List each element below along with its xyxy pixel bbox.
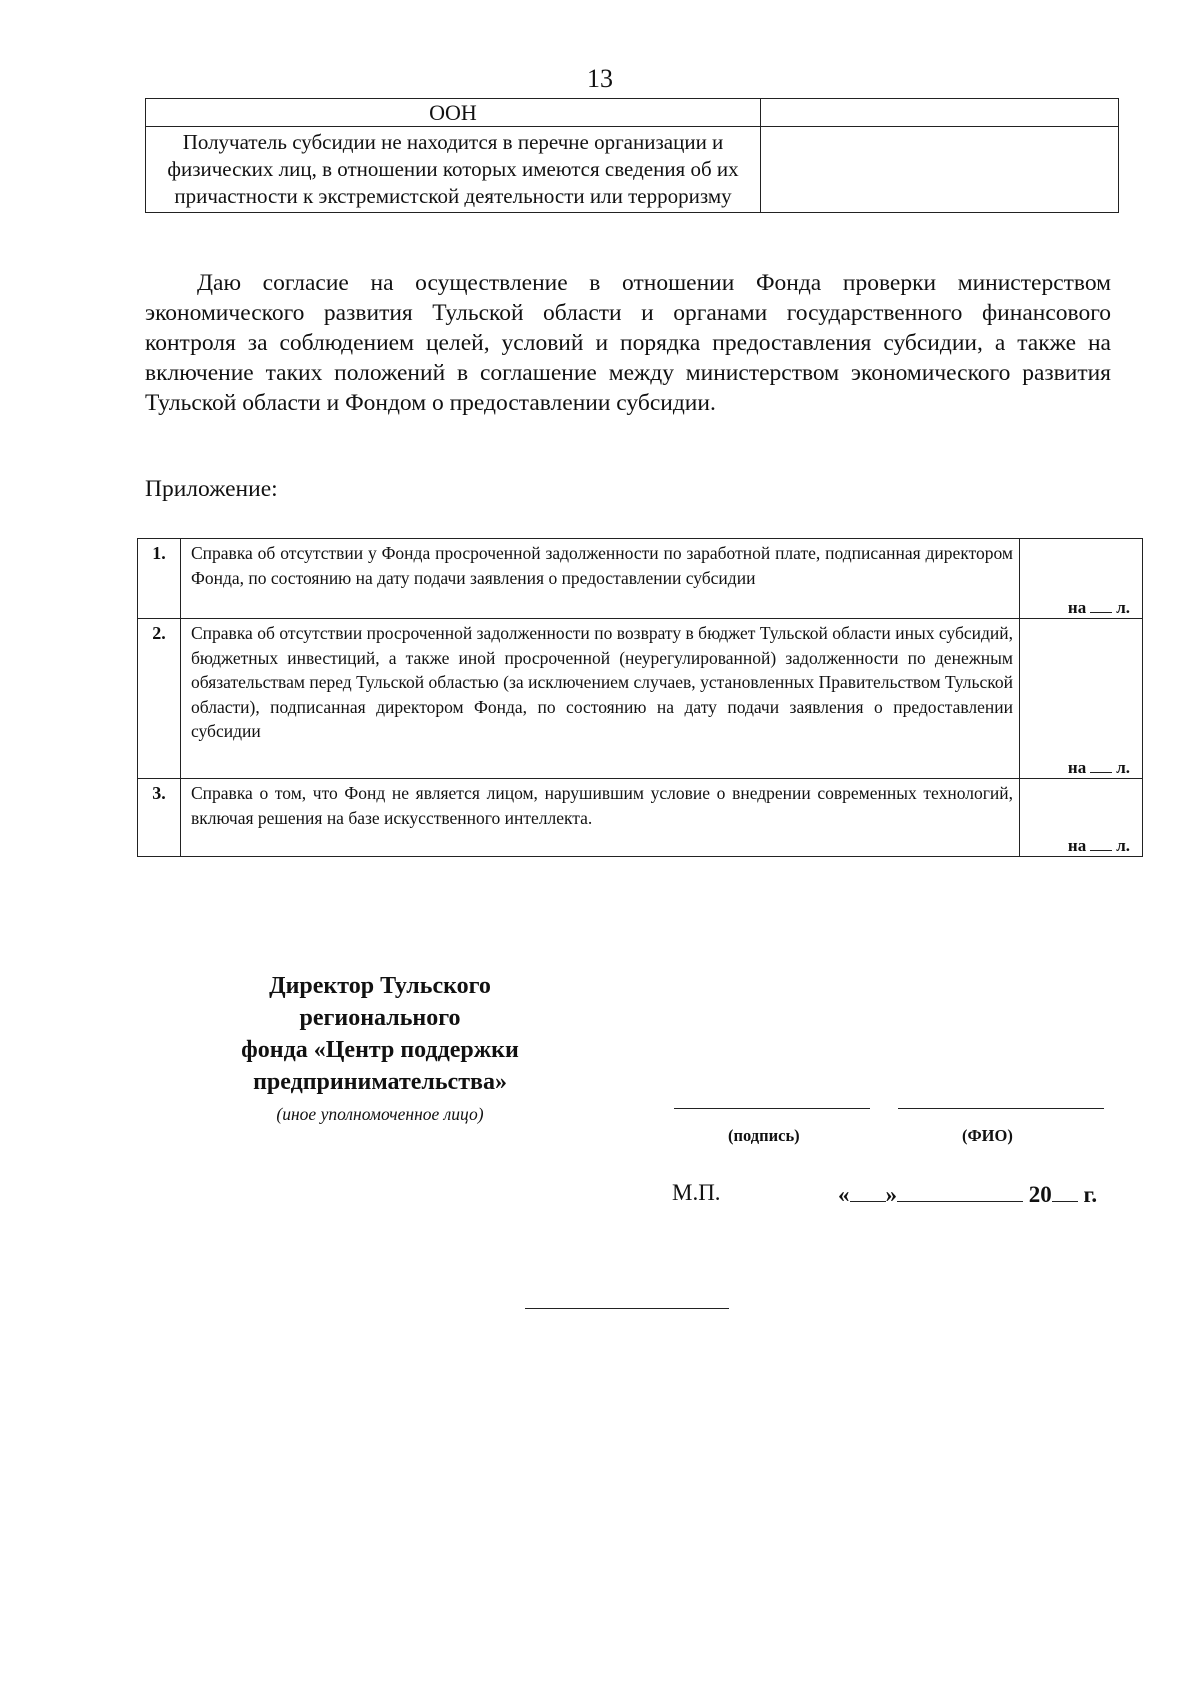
signature-line <box>674 1108 870 1109</box>
attachment-text: Справка об отсутствии просроченной задолженности по возврату в бюджет Тульской области иных субсидий, бюджетных инвестиций, а также иной просроченной (неурегулированной) задолженности по денежным обязательствам перед Тульской областью (за исключением случаев, установленных Правительством Тульской области), подписанная директором Фонда, по состоянию на дату подачи заявления о предоставлении субсидии <box>181 619 1020 779</box>
attachment-text: Справка о том, что Фонд не является лицом, нарушившим условие о внедрении современных технологий, включая решения на базе искусственного интеллекта. <box>181 779 1020 857</box>
pages-prefix: на <box>1067 836 1087 855</box>
attachment-row <box>138 779 1143 857</box>
stamp-label: М.П. <box>672 1180 721 1205</box>
day-blank <box>850 1183 886 1202</box>
attachments-table <box>137 538 1143 857</box>
attachment-text: Справка об отсутствии у Фонда просроченной задолженности по заработной плате, подписанная директором Фонда, по состоянию на дату подачи заявления о предоставлении субсидии <box>181 539 1020 619</box>
pages-blank <box>1090 758 1112 773</box>
attachment-pages <box>1020 619 1143 779</box>
value-cell <box>761 127 1119 213</box>
attachment-number: 2. <box>138 619 181 779</box>
year-prefix: 20 <box>1028 1182 1052 1207</box>
pages-blank <box>1090 598 1112 613</box>
end-divider <box>525 1308 729 1309</box>
attachment-row <box>138 619 1143 779</box>
fio-caption: (ФИО) <box>962 1126 1013 1145</box>
table-row <box>146 99 1119 127</box>
criteria-table <box>145 98 1119 213</box>
year-blank <box>1052 1183 1078 1202</box>
month-blank <box>897 1183 1023 1202</box>
year-suffix: г. <box>1083 1182 1098 1207</box>
pages-prefix: на <box>1067 598 1087 617</box>
signer-line: регионального <box>299 1005 461 1031</box>
date-open-quote: « <box>838 1182 850 1207</box>
pages-suffix: л. <box>1116 598 1130 617</box>
signer-note: (иное уполномоченное лицо) <box>276 1104 484 1124</box>
attachment-row <box>138 539 1143 619</box>
signer-line: Директор Тульского <box>269 973 491 999</box>
consent-paragraph: Даю согласие на осуществление в отношении Фонда проверки министерством экономического развития Тульской области и органами государственного финансового контроля за соблюдением целей, условий и порядка предоставления субсидии, а также на включение таких положений в соглашение между министерством экономического развития Тульской области и Фондом о предоставлении субсидии. <box>145 270 1111 416</box>
signer-line: предпринимательства» <box>253 1069 507 1095</box>
attachment-number: 1. <box>138 539 181 619</box>
attachment-number: 3. <box>138 779 181 857</box>
table-row <box>146 127 1119 213</box>
fio-line <box>898 1108 1104 1109</box>
signature-caption: (подпись) <box>728 1126 800 1145</box>
page-number: 13 <box>587 64 613 93</box>
date-field <box>838 1182 1097 1208</box>
pages-suffix: л. <box>1116 836 1130 855</box>
attachment-pages <box>1020 539 1143 619</box>
pages-prefix: на <box>1067 758 1087 777</box>
attachment-pages <box>1020 779 1143 857</box>
criteria-cell: Получатель субсидии не находится в перечне организации и физических лиц, в отношении которых имеются сведения об их причастности к экстремистской деятельности или терроризму <box>146 127 761 213</box>
attachments-label: Приложение: <box>145 476 278 502</box>
value-cell <box>761 99 1119 127</box>
criteria-cell: ООН <box>146 99 761 127</box>
signer-line: фонда «Центр поддержки <box>241 1037 519 1063</box>
pages-suffix: л. <box>1116 758 1130 777</box>
date-close-quote: » <box>885 1182 897 1207</box>
signer-title <box>200 970 560 1098</box>
pages-blank <box>1090 836 1112 851</box>
